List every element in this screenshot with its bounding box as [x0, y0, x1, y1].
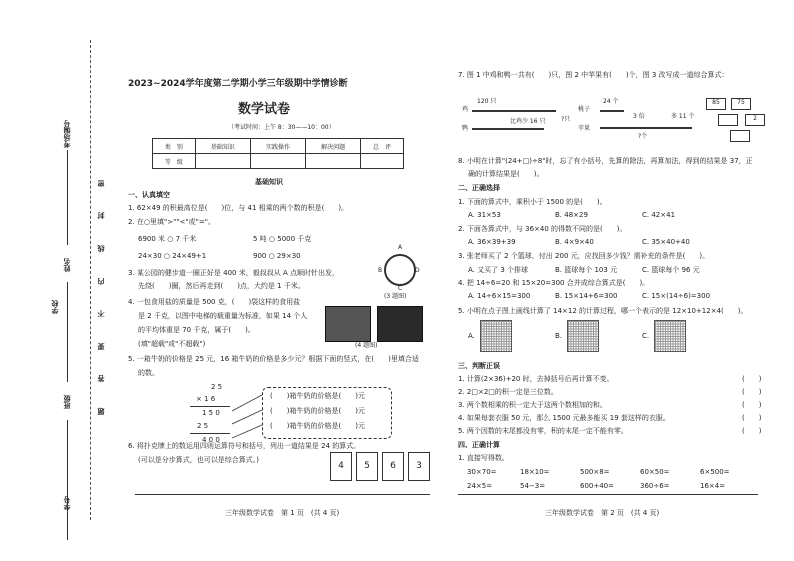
q1-4-line3: 的平均体重是 70 千克，属于( )。 — [138, 326, 255, 334]
cut-line — [90, 40, 91, 520]
margin-label-name: 姓名 — [63, 258, 71, 272]
q2-1: 1. 下面的算式中，乘积小于 1500 的是( )。 — [458, 198, 607, 206]
seal-char: 线 — [97, 245, 105, 252]
q1-8-line2: 确的计算结果是( )。 — [468, 170, 544, 178]
q2-3: 3. 张老师买了 2 个篮球，付出 200 元，应找回多少钱？需补充的条件是( )。 — [458, 252, 710, 260]
calc-item: 30×70= — [467, 468, 497, 476]
seal-char: 不 — [97, 310, 105, 317]
q1-3-line1: 3. 某公园的健步道一圈正好是 400 米，毅叔叔从 A 点顺时针出发， — [128, 269, 339, 277]
q2-1-option[interactable]: A. 31×53 — [468, 211, 501, 219]
q2-3-option[interactable]: C. 篮球每个 96 元 — [642, 266, 700, 274]
score-cell: 解决问题 — [306, 139, 361, 154]
seal-char: 答 — [97, 375, 105, 382]
salt-bag-photo — [325, 306, 371, 342]
q2-5-option[interactable]: C. — [642, 332, 650, 340]
fig1-bar-chicken — [472, 110, 556, 112]
poker-card: 6 — [382, 452, 404, 481]
q2-2-option[interactable]: C. 35×40+40 — [642, 238, 690, 246]
fig4-caption: (4 题图) — [355, 342, 378, 349]
judge-item: 4. 如果每套衣服 50 元，那么 1500 元最多能买 19 套这样的衣服。 — [458, 414, 670, 422]
margin-label-class: 班级 — [63, 395, 71, 409]
q1-3-line2: 先绕( )圈，然后再走到( )点，大约是 1 千米。 — [138, 282, 305, 290]
part4-sub: 1. 直接写得数。 — [458, 454, 509, 462]
calc-rule — [190, 406, 230, 407]
fig2-label: 多 11 个 — [671, 113, 695, 120]
q1-5-line1: 5. 一箱牛奶的价格是 25 元，16 箱牛奶的价格是多少元？根据下面的竖式，在( )里填合适 — [128, 355, 419, 363]
margin-label-school: 学校 — [51, 300, 59, 314]
judge-answer[interactable]: ( ) — [742, 388, 762, 396]
fig1-label: 鸡 — [462, 106, 469, 113]
q1-5-blank: ( )箱牛奶的价格是( )元 — [270, 392, 365, 400]
fig3-caption: (3 题图) — [384, 293, 407, 300]
calc-line: 4 0 0 — [202, 436, 220, 444]
fig2-bar-apple — [600, 127, 692, 129]
score-input-cell[interactable] — [306, 154, 361, 169]
score-cell: 总 评 — [361, 139, 404, 154]
score-cell: 类 别 — [153, 139, 196, 154]
dot-grid-b — [567, 320, 599, 352]
fig2-bar-peach — [600, 110, 624, 112]
score-cell: 实践操作 — [250, 139, 305, 154]
margin-line — [67, 420, 68, 540]
score-input-cell[interactable] — [361, 154, 404, 169]
part1-heading: 一、认真填空 — [128, 191, 170, 199]
fig1-label: 120 只 — [477, 98, 497, 105]
elevator-photo — [377, 306, 423, 342]
point-label-b: B — [378, 267, 383, 274]
seal-char: 内 — [97, 278, 105, 285]
point-label-a: A — [398, 244, 403, 251]
part2-heading: 二、正确选择 — [458, 184, 500, 192]
calc-item: 60×50= — [640, 468, 670, 476]
q1-2-item: 5 吨 ○ 5000 千克 — [253, 235, 312, 243]
fig2-label: 3 倍 — [633, 113, 645, 120]
calc-line: 2 5 — [197, 422, 209, 430]
q2-5-option[interactable]: A. — [468, 332, 475, 340]
exam-title: 2023~2024学年度第二学期小学三年级期中学情诊断 — [128, 79, 348, 89]
page2-footer-rule — [458, 494, 758, 495]
q1-2-item: 900 ○ 29×30 — [253, 252, 301, 260]
score-cell: 等 级 — [153, 154, 196, 169]
fig3-box: 75 — [731, 98, 751, 110]
q1-5-blank: ( )箱牛奶的价格是( )元 — [270, 407, 365, 415]
judge-answer[interactable]: ( ) — [742, 427, 762, 435]
page1-footer-rule — [135, 494, 430, 495]
fig2-label: 苹果 — [578, 125, 591, 132]
q1-2-item: 6900 米 ○ 7 千米 — [138, 235, 197, 243]
exam-time: （考试时间：上午 8：30——10：00） — [228, 124, 335, 131]
score-table — [152, 138, 404, 169]
q1-6-line2: (可以是分步算式，也可以是综合算式。) — [138, 456, 259, 464]
binding-margin — [0, 0, 112, 561]
calc-arrows — [232, 390, 264, 440]
calc-item: 6×500= — [700, 468, 730, 476]
point-label-c: C — [398, 285, 403, 292]
calc-item: 360÷6= — [640, 482, 670, 490]
poker-card: 5 — [356, 452, 378, 481]
dot-grid-a — [480, 320, 512, 352]
q1-2-item: 24×30 ○ 24×49+1 — [138, 252, 207, 260]
judge-answer[interactable]: ( ) — [742, 414, 762, 422]
fig1-bar-duck — [472, 128, 544, 130]
fig3-box-empty — [730, 130, 750, 142]
judge-answer[interactable]: ( ) — [742, 401, 762, 409]
calc-item: 24×5= — [467, 482, 493, 490]
point-label-d: D — [415, 267, 420, 274]
q2-2: 2. 下面各算式中，与 36×40 的得数不同的是( )。 — [458, 225, 627, 233]
q2-3-option[interactable]: A. 又买了 3 个排球 — [468, 266, 529, 274]
q1-2: 2. 在○里填">""<"或"="。 — [128, 218, 215, 226]
q2-4: 4. 把 14÷6=20 和 15×20=300 合并成综合算式是( )。 — [458, 279, 650, 287]
q2-2-option[interactable]: B. 4×9×40 — [555, 238, 594, 246]
q2-2-option[interactable]: A. 36×39+39 — [468, 238, 516, 246]
judge-answer[interactable]: ( ) — [742, 375, 762, 383]
seal-char: 密 — [97, 180, 105, 187]
track-circle — [385, 255, 415, 285]
score-input-cell[interactable] — [195, 154, 250, 169]
margin-label-student-id: 学号 — [63, 496, 71, 510]
margin-line — [67, 150, 68, 245]
calc-item: 600+40= — [580, 482, 614, 490]
calc-item: 18×10= — [520, 468, 550, 476]
calc-line: 2 5 — [211, 383, 223, 391]
q2-5: 5. 小明在点子图上画线计算了 14×12 的计算过程，哪一个表示的是 12×10+12×4( )。 — [458, 307, 748, 315]
calc-item: 500×8= — [580, 468, 610, 476]
poker-card: 4 — [330, 452, 352, 481]
page1-footer: 三年级数学试卷 第 1 页 (共 4 页) — [225, 509, 340, 517]
score-cell: 基础知识 — [195, 139, 250, 154]
fig1-label: 鸭 — [462, 125, 469, 132]
poker-card: 3 — [408, 452, 430, 481]
dot-grid-c — [654, 320, 686, 352]
fig2-label: ?个 — [638, 133, 648, 140]
fig3-box: 2 — [745, 114, 765, 126]
section-basic: 基础知识 — [255, 178, 283, 186]
calc-line: × 1 6 — [196, 395, 216, 403]
fig2-label: 24 个 — [603, 98, 619, 105]
q2-4-option[interactable]: C. 15×(14÷6)=300 — [642, 292, 711, 300]
judge-item: 1. 计算(2×36)+20 时，去掉括号后再计算不变。 — [458, 375, 614, 383]
q1-1: 1. 62×49 的积最高位是( )位，与 41 相乘的两个数的积是( )。 — [128, 204, 349, 212]
judge-item: 5. 两个因数的末尾都没有零，积的末尾一定不能有零。 — [458, 427, 628, 435]
margin-label-exam-room: 考场编号 — [63, 120, 71, 148]
q2-4-option[interactable]: A. 14÷6×15=300 — [468, 292, 531, 300]
fig3-box-empty — [718, 114, 738, 126]
q2-5-option[interactable]: B. — [555, 332, 563, 340]
fig3-box: 85 — [706, 98, 726, 110]
q2-1-option[interactable]: C. 42×41 — [642, 211, 676, 219]
q1-4-line1: 4. 一包食用盐的质量是 500 克，( )袋这样的食用盐 — [128, 298, 301, 306]
exam-subject: 数学试卷 — [238, 102, 291, 117]
q1-5-line2: 的数。 — [138, 369, 159, 377]
calc-line: 1 5 0 — [202, 409, 220, 417]
q1-7: 7. 图 1 中鸡和鸭一共有( )只，图 2 中苹果有( )个，图 3 改写成一道综合算式： — [458, 71, 729, 79]
seal-char: 题 — [97, 408, 105, 415]
q2-1-option[interactable]: B. 48×29 — [555, 211, 588, 219]
page2-footer: 三年级数学试卷 第 2 页 (共 4 页) — [545, 509, 660, 517]
calc-rule — [190, 433, 230, 434]
calc-item: 16×4= — [700, 482, 726, 490]
fig1-label: 比鸡少 16 只 — [510, 118, 546, 125]
judge-item: 3. 两个数相乘的积一定大于这两个数相加的和。 — [458, 401, 607, 409]
calc-item: 54−3= — [520, 482, 546, 490]
q1-4-line2: 是 2 千克，以图中电梯的载重量为标准，如果 14 个人 — [138, 312, 308, 320]
q1-6-line1: 6. 将扑克牌上的数运用四则运算符号和括号，列出一道结果是 24 的算式。 — [128, 442, 361, 450]
q2-3-option[interactable]: B. 篮球每个 103 元 — [555, 266, 618, 274]
q1-8-line1: 8. 小明在计算"(24+□)÷8"时，忘了有小括号，先算的除法，再算加法，得到的结果是 37，正 — [458, 157, 753, 165]
q2-4-option[interactable]: B. 15×14+6=300 — [555, 292, 618, 300]
seal-char: 封 — [97, 212, 105, 219]
part3-heading: 三、判断正误 — [458, 362, 500, 370]
part4-heading: 四、正确计算 — [458, 441, 500, 449]
judge-item: 2. 2□×2□的积一定是三位数。 — [458, 388, 558, 396]
score-input-cell[interactable] — [250, 154, 305, 169]
seal-char: 要 — [97, 343, 105, 350]
fig1-label: ?只 — [561, 116, 571, 123]
margin-line — [67, 282, 68, 382]
fig2-label: 桃子 — [578, 106, 591, 113]
q1-5-blank: ( )箱牛奶的价格是( )元 — [270, 422, 365, 430]
q1-4-line4: (填"超载"或"不超载") — [138, 340, 206, 348]
